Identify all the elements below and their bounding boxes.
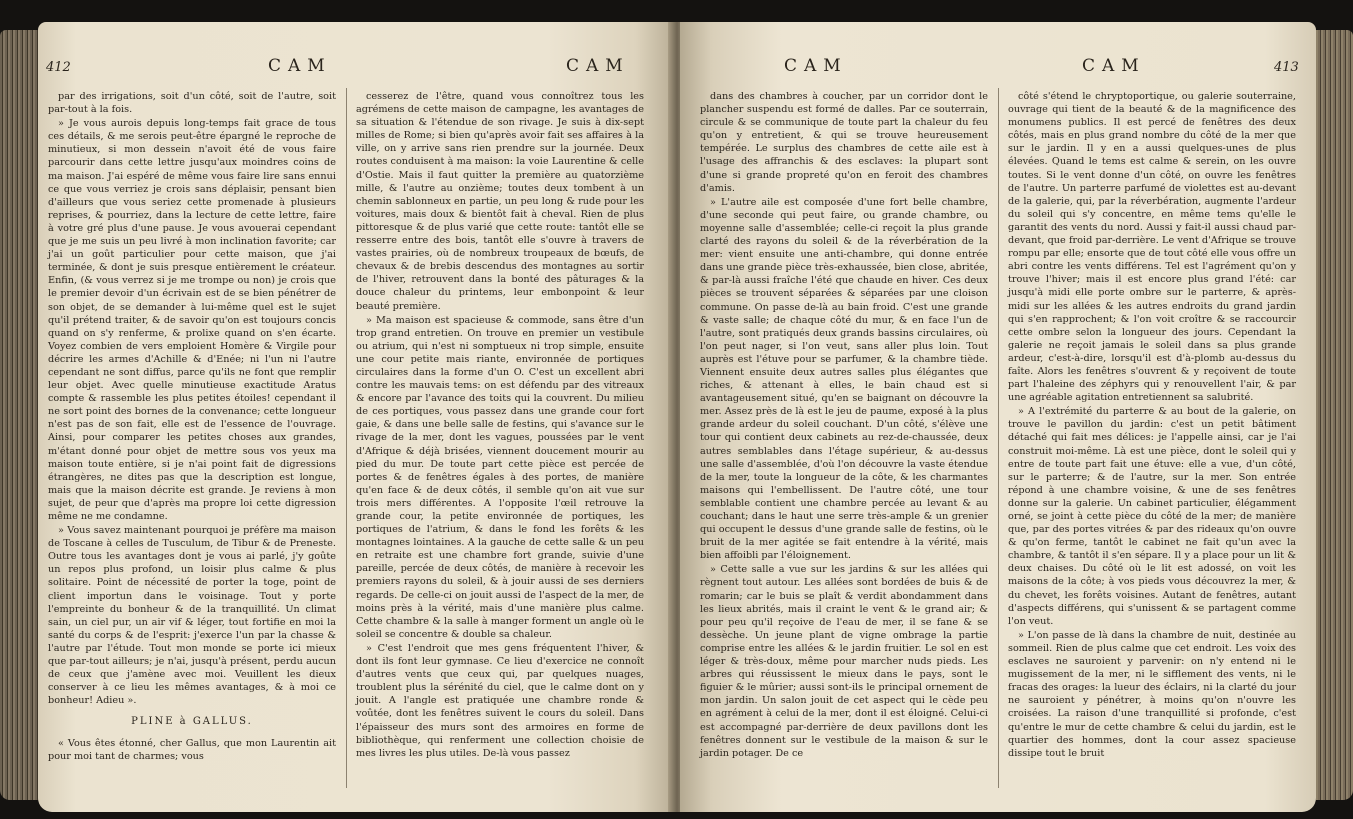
left-headword-1: CAM [268, 56, 332, 76]
paragraph: » Cette salle a vue sur les jardins & sur les allées qui règnent tout autour. Les allées sont bordées de buis & de romarin; car le buis se plaît & verdit abondamment dans les lieux abrités, mais il craint le vent & le grand air; & pour peu qu'il reçoive de l'eau de mer, il se fane & se dessèche. Un jeune plant de vigne ombrage la partie comprise entre les allées & le jardin fruitier. Le sol en est léger & très-doux, même pour marcher nuds pieds. Les arbres qui réussissent le mieux dans le pays, sont le figuier & le mûrier; aussi sont-ils le principal ornement de mon jardin. Un salon jouit de cet aspect qui le cède peu en agrément à celui de la mer, dont il est éloigné. Celui-ci est accompagné par-derrière de deux pavillons dont les fenêtres donnent sur le vestibule de la maison & sur le jardin potager. De ce [700, 564, 988, 759]
paragraph: dans des chambres à coucher, par un corridor dont le plancher suspendu est formé de dalles. Par ce souterrain, circule & se communique de toute part la chaleur du feu qu'on y entretient, & qui se trouve heureusement tempérée. Le surplus des chambres de cette aile est à l'usage des affranchis & des esclaves: la plupart sont d'une si grande propreté qu'on en feroit des chambres d'amis. [700, 91, 988, 194]
paragraph: » A l'extrémité du parterre & au bout de la galerie, on trouve le pavillon du jardin: c'est un petit bâtiment détaché qui fait mes délices: je l'appelle ainsi, car je l'ai construit moi-même. Là est une pièce, dont le soleil qui y entre de toute part fait une étuve: elle a vue, d'un côté, sur le parterre; & de l'autre, sur la mer. Son entrée répond à une chambre voisine, & une de ses fenêtres donne sur la galerie. Un cabinet particulier, élégamment orné, se joint à cette pièce du côté de la mer; de manière que, par des portes vitrées & par des rideaux qu'on ouvre & qu'on ferme, tantôt le cabinet ne fait qu'un avec la chambre, & tantôt il s'en sépare. Il y a place pour un lit & deux chaises. Du côté où le lit est adossé, on voit les maisons de la côte; à vos pieds vous découvrez la mer, & du chevet, les forêts voisines. Autant de fenêtres, autant d'aspects différens, qui s'unissent & se partagent comme l'on veut. [1008, 406, 1296, 627]
paragraph: côté s'étend le chryptoportique, ou galerie souterraine, ouvrage qui tient de la beauté & de la magnificence des monumens publics. Il est percé de fenêtres des deux côtés, mais en plus grand nombre du côté de la mer que sur le jardin. Il y en a aussi quelques-unes de plus élevées. Quand le tems est calme & serein, on les ouvre toutes. Si le vent donne d'un côté, on ouvre les fenêtres de l'autre. Un parterre parfumé de violettes est au-devant de la galerie, qui, par la réverbération, augmente l'ardeur du soleil qui s'y concentre, en même tems qu'elle le garantit des vents du nord. Aussi y fait-il aussi chaud par-devant, que froid par-derrière. Le vent d'Afrique se trouve rompu par elle; ensorte que de tout côté elle vous offre un abri contre les vents différens. Tel est l'agrément qu'on y trouve l'hiver; mais il est encore plus grand l'été: car jusqu'à midi elle porte ombre sur le parterre, & après-midi sur les allées & les autres endroits du grand jardin qui s'en rapprochent; & l'on voit croître & se raccourcir cette ombre selon la longueur des jours. Cependant la galerie ne reçoit jamais le soleil dans sa plus grande ardeur, c'est-à-dire, lorsqu'il est d'à-plomb au-dessus du faîte. Alors les fenêtres s'ouvrent & y reçoivent de toute part l'haleine des zéphyrs qui y renouvellent l'air, & par une agréable agitation entretiennent sa salubrité. [1008, 91, 1296, 404]
paragraph: » Ma maison est spacieuse & commode, sans être d'un trop grand entretien. On trouve en premier un vestibule ou atrium, qui n'est ni somptueux ni trop simple, ensuite une cour petite mais riante, environnée de portiques circulaires dans la forme d'un O. C'est un excellent abri contre les mauvais tems: on est défendu par des vitreaux & encore par l'avance des toits qui la couvrent. Du milieu de ces portiques, vous passez dans une grande cour fort gaie, & dans une belle salle de festins, qui s'avance sur le rivage de la mer, dont les vagues, poussées par le vent d'Afrique & déjà brisées, viennent doucement mourir au pied du mur. De toute part cette pièce est percée de portes & de fenêtres égales à des portes, de manière qu'en face & de deux côtés, il semble qu'on ait vue sur trois mers différentes. A l'opposite l'œil retrouve la grande cour, la petite environnée de portiques, les portiques de l'atrium, & dans le fond les forêts & les montagnes lointaines. A la gauche de cette salle & un peu en retraite est une chambre fort grande, suivie d'une pareille, percée de deux côtés, de manière à recevoir les premiers rayons du soleil, & à jouir aussi de ses derniers regards. De celle-ci on jouit aussi de l'aspect de la mer, de moins près à la vérité, mais d'une manière plus calme. Cette chambre & la salle à manger forment un angle où le soleil se concentre & double sa chaleur. [356, 314, 644, 640]
paragraph: » Vous savez maintenant pourquoi je préfère ma maison de Toscane à celles de Tusculum, de Tibur & de Preneste. Outre tous les avantages dont je vous ai parlé, j'y goûte un repos plus profond, un loisir plus calme & plus solitaire. Point de nécessité de porter la toge, point de client importun dans le voisinage. Tout y porte l'empreinte du bonheur & de la tranquillité. Un climat sain, un ciel pur, un air vif & léger, tout fortifie en moi la santé du corps & de l'esprit: j'exerce l'un par la chasse & l'autre par l'étude. Tout mon monde se porte ici mieux que par-tout ailleurs; je n'ai, jusqu'à présent, perdu aucun de ceux que j'amène avec moi. Veuillent les dieux conserver à ce lieu les mêmes avantages, & à moi ce bonheur! Adieu ». [48, 525, 336, 707]
right-page-number: 413 [1274, 60, 1299, 75]
right-headword-1: CAM [784, 56, 848, 76]
paragraph: cesserez de l'être, quand vous connoîtrez tous les agrémens de cette maison de campagne, les avantages de sa situation & l'étendue de son rivage. Je suis à dix-sept milles de Rome; si bien qu'après avoir fait ses affaires à la ville, on y arrive sans rien prendre sur la journée. Deux routes conduisent à ma maison: la voie Laurentine & celle d'Ostie. Mais il faut quitter la première au quatorzième mille, & l'autre au onzième; toutes deux tombent à un chemin sablonneux en partie, un peu long & rude pour les voitures, mais doux & bientôt fait à cheval. Rien de plus pittoresque & de plus varié que cette route: tantôt elle se resserre entre des bois, tantôt elle s'ouvre à travers de vastes prairies, où de nombreux troupeaux de bœufs, de chevaux & de brebis descendus des montagnes au sortir de l'hiver, retrouvent dans la bonté des pâturages & la douce chaleur du printems, leur embonpoint & leur beauté première. [356, 91, 644, 312]
paragraph: » L'autre aile est composée d'une fort belle chambre, d'une seconde qui peut faire, ou grande chambre, ou moyenne salle d'assemblée; celle-ci reçoit la plus grande clarté des rayons du soleil & de la réverbération de la mer: vient ensuite une anti-chambre, qui donne entrée dans une grande pièce très-exhaussée, bien close, abritée, & par-là aussi fraîche l'été que chaude en hiver. Ces deux pièces se trouvent séparées & séparées par une cloison commune. On passe de-là au bain froid. C'est une grande & vaste salle; de chaque côté du mur, & en face l'un de l'autre, sont pratiqués deux grands bassins circulaires, où l'on peut nager, si l'on veut, sans aller plus loin. Tout auprès est l'étuve pour se parfumer, & la chambre tiède. Viennent ensuite deux autres salles plus élégantes que riches, & attenant à elles, le bain chaud est si avantageusement situé, qu'en se baignant on découvre la mer. Assez près de là est le jeu de paume, exposé à la plus grande ardeur du soleil couchant. D'un côté, s'élève une tour qui contient deux cabinets au rez-de-chaussée, deux autres semblables dans l'étage supérieur, & au-dessus une salle d'assemblée, d'où l'on découvre la vaste étendue de la mer, toute la longueur de la côte, & les charmantes maisons qui l'embellissent. De l'autre côté, une tour semblable contient une chambre percée au levant & au couchant; dans le haut une serre très-ample & un grenier qui occupent le dessus d'une grande salle de festins, où le bruit de la mer agitée se fait entendre à la vérité, mais bien affoibli par l'éloignement. [700, 196, 988, 562]
left-page [38, 22, 674, 812]
right-page-column-2 [1008, 90, 1296, 761]
paragraph: » L'on passe de là dans la chambre de nuit, destinée au sommeil. Rien de plus calme que cet endroit. Les voix des esclaves ne sauroient y parvenir: on n'y entend ni le mugissement de la mer, ni le sifflement des vents, ni le fracas des orages: la lueur des éclairs, ni la clarté du jour ne sauroient y pénétrer, à moins qu'on n'ouvre les croisées. La raison d'une tranquillité si profonde, c'est qu'entre le mur de cette chambre & celui du jardin, est le quartier des hommes, dont la cour assez spacieuse dissipe tout le bruit [1008, 629, 1296, 759]
letter-heading: PLINE à GALLUS. [131, 716, 253, 728]
left-headword-2: CAM [566, 56, 630, 76]
left-page-column-2 [356, 90, 644, 761]
right-page-column-1 [700, 90, 988, 761]
column-rule [998, 88, 999, 788]
right-page [680, 22, 1316, 812]
left-page-column-1 [48, 90, 336, 764]
page-edges-left [0, 30, 42, 800]
left-page-number: 412 [46, 60, 71, 75]
paragraph: » Je vous aurois depuis long-temps fait grace de tous ces détails, & me serois peut-être épargné le reproche de minutieux, si mon dessein n'avoit été de vous faire parcourir dans cette lettre jusqu'aux moindres coins de ma maison. J'ai espéré de même vous faire lire sans ennui ce que vous verriez je crois sans déplaisir, pensant bien d'ailleurs que vous seriez cette promenade à plusieurs reprises, & pourriez, dans la lecture de cette lettre, faire à votre gré plus d'une pause. Je vous avouerai cependant que je me suis un peu livré à mon inclination favorite; car j'ai un goût particulier pour cette maison, que j'ai terminée, & dont je suis presque entièrement le créateur. Enfin, (& vous verrez si je me trompe ou non) je crois que le premier devoir d'un écrivain est de se bien pénétrer de son objet, de se demander à lui-même quel est le sujet qu'il prétend traiter, & de savoir qu'on est toujours concis quand on s'y renferme, & prolixe quand on s'en écarte. Voyez combien de vers emploient Homère & Virgile pour décrire les armes d'Achille & d'Enée; ni l'un ni l'autre cependant ne sont diffus, parce qu'ils ne font que remplir leur objet. Avec quelle minutieuse exactitude Aratus compte & rassemble les plus petites étoiles! cependant il ne sort point des bornes de la convenance; cette longueur n'est pas de son fait, elle est de l'essence de l'ouvrage. Ainsi, pour comparer les petites choses aux grandes, m'étant donné pour objet de mettre sous vos yeux ma maison toute entière, si je n'ai point fait de digressions étrangères, ne dites pas que la description est longue, mais que la maison décrite est grande. Je reviens à mon sujet, de peur que d'après ma propre loi cette digression même ne me condamne. [48, 118, 336, 522]
column-rule [346, 88, 347, 788]
paragraph: par des irrigations, soit d'un côté, soit de l'autre, soit par-tout à la fois. [48, 91, 336, 116]
page-edges-right [1313, 30, 1353, 800]
paragraph: » C'est l'endroit que mes gens fréquentent l'hiver, & dont ils font leur gymnase. Ce lieu d'exercice ne connoît d'autres vents que ceux qui, par quelques nuages, troublent plus la sérénité du ciel, que le calme dont on y jouit. A l'angle est pratiquée une chambre ronde & voûtée, dont les fenêtres suivent le cours du soleil. Dans l'épaisseur des murs sont des armoires en forme de bibliothèque, qui renferment une collection choisie de mes livres les plus utiles. De-là vous passez [356, 642, 644, 759]
paragraph: « Vous êtes étonné, cher Gallus, que mon Laurentin ait pour moi tant de charmes; vous [48, 737, 336, 762]
right-headword-2: CAM [1082, 56, 1146, 76]
